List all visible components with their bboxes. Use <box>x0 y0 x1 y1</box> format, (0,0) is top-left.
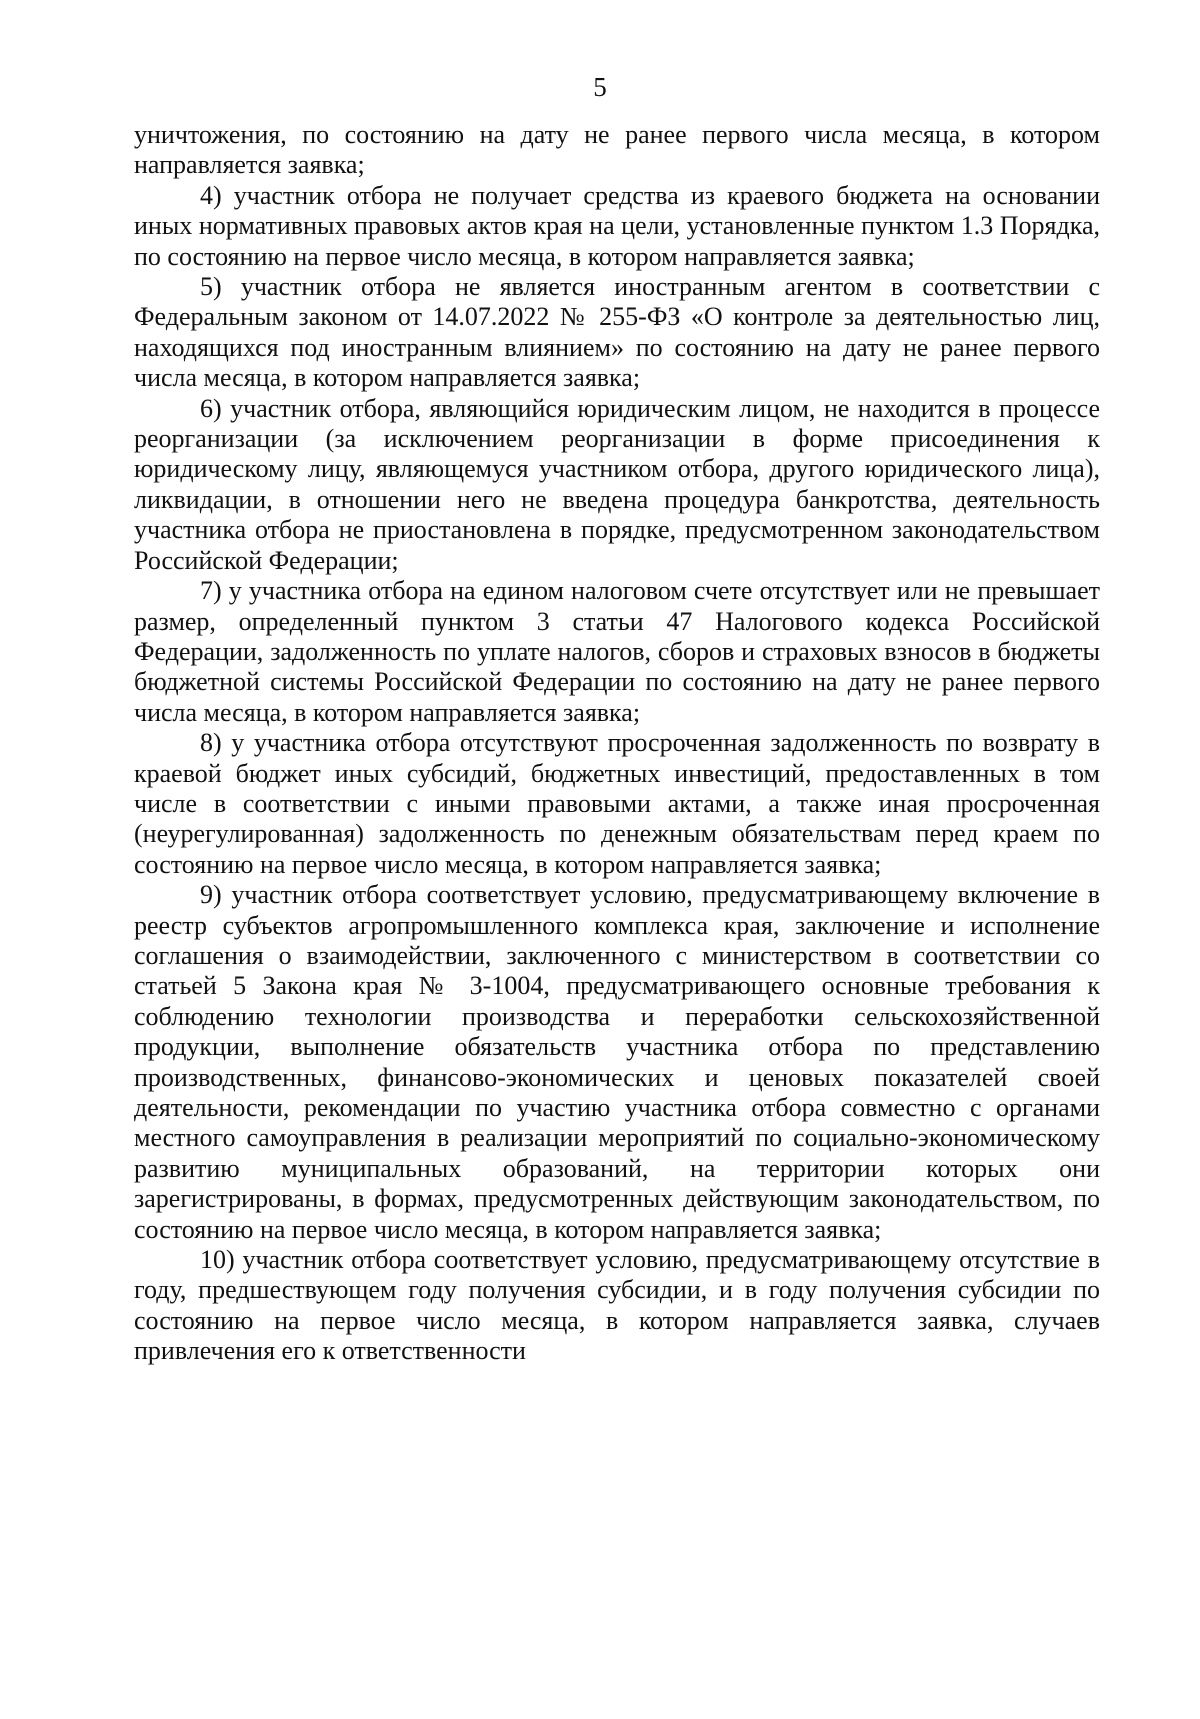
paragraph-item-5: 5) участник отбора не является иностранным агентом в соответствии с Федеральным законом от 14.07.2022 № 255-ФЗ «О контроле за деятельностью лиц, находящихся под иностранным влиянием» по состоянию на дату не ранее первого числа месяца, в котором направляется заявка; <box>134 272 1100 393</box>
paragraph-item-4: 4) участник отбора не получает средства из краевого бюджета на основании иных нормативных правовых актов края на цели, установленные пунктом 1.3 Порядка, по состоянию на первое число месяца, в котором направляется заявка; <box>134 180 1100 271</box>
paragraph-item-8: 8) у участника отбора отсутствуют просроченная задолженность по возврату в краевой бюджет иных субсидий, бюджетных инвестиций, предоставленных в том числе в соответствии с иными правовыми актами, а также иная просроченная (неурегулированная) задолженность по денежным обязательствам перед краем по состоянию на первое число месяца, в котором направляется заявка; <box>134 728 1100 879</box>
paragraph-item-10: 10) участник отбора соответствует условию, предусматривающему отсутствие в году, предшествующем году получения субсидии, и в году получения субсидии по состоянию на первое число месяца, в котором направляется заявка, случаев привлечения его к ответственности <box>134 1245 1100 1366</box>
page-number: 5 <box>593 72 607 102</box>
document-body <box>134 120 1100 1367</box>
paragraph-continuation: уничтожения, по состоянию на дату не ранее первого числа месяца, в котором направляется заявка; <box>134 120 1100 180</box>
paragraph-item-6: 6) участник отбора, являющийся юридическим лицом, не находится в процессе реорганизации (за исключением реорганизации в форме присоединения к юридическому лицу, являющемуся участником отбора, другого юридического лица), ликвидации, в отношении него не введена процедура банкротства, деятельность участника отбора не приостановлена в порядке, предусмотренном законодательством Российской Федерации; <box>134 393 1100 575</box>
paragraph-item-7: 7) у участника отбора на едином налоговом счете отсутствует или не превышает размер, определенный пунктом 3 статьи 47 Налогового кодекса Российской Федерации, задолженность по уплате налогов, сборов и страховых взносов в бюджеты бюджетной системы Российской Федерации по состоянию на дату не ранее первого числа месяца, в котором направляется заявка; <box>134 576 1100 727</box>
paragraph-item-9: 9) участник отбора соответствует условию, предусматривающему включение в реестр субъектов агропромышленного комплекса края, заключение и исполнение соглашения о взаимодействии, заключенного с министерством в соответствии со статьей 5 Закона края № 3-1004, предусматривающего основные требования к соблюдению технологии производства и переработки сельскохозяйственной продукции, выполнение обязательств участника отбора по представлению производственных, финансово-экономических и ценовых показателей своей деятельности, рекомендации по участию участника отбора совместно с органами местного самоуправления в реализации мероприятий по социально-экономическому развитию муниципальных образований, на территории которых они зарегистрированы, в формах, предусмотренных действующим законодательством, по состоянию на первое число месяца, в котором направляется заявка; <box>134 880 1100 1244</box>
